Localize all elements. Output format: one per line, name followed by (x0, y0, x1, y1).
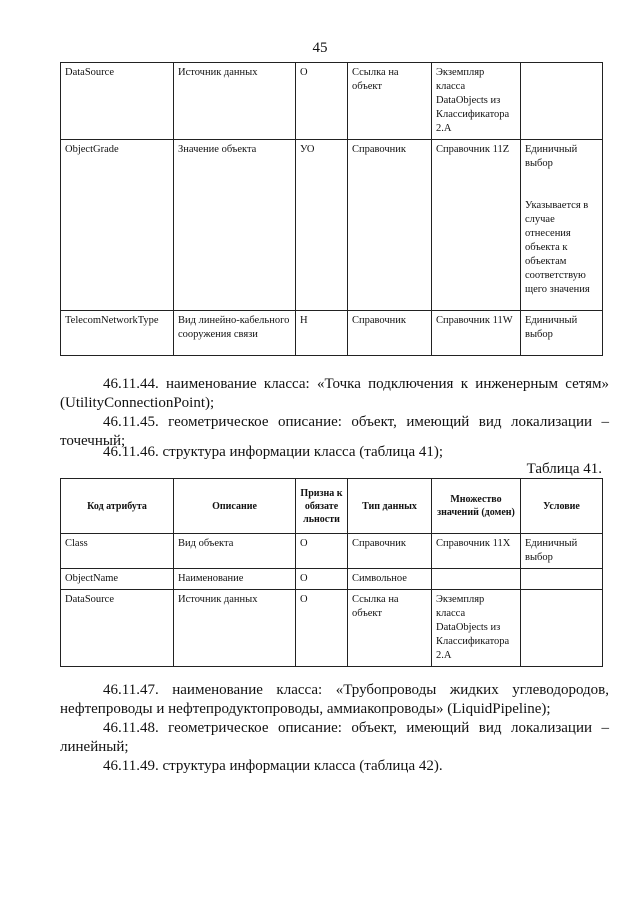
cell-data-type: Ссылка на объект (348, 590, 432, 667)
cell-data-type: Ссылка на объект (348, 63, 432, 140)
cell-obligation: О (296, 590, 348, 667)
header-condition: Условие (521, 479, 603, 534)
paragraph-46-11-49: 46.11.49. структура информации класса (таблица 42). (103, 758, 443, 774)
table-row (61, 590, 603, 667)
cell-obligation: Н (296, 311, 348, 356)
cell-description: Наименование (174, 569, 296, 590)
cell-obligation: УО (296, 140, 348, 311)
paragraph-46-11-45-cont: точечный; (60, 433, 126, 449)
table-row (61, 311, 603, 356)
cell-description: Вид линейно-кабельного сооружения связи (174, 311, 296, 356)
cell-domain (432, 569, 521, 590)
condition-text: Единичный выбор (525, 144, 578, 169)
cell-data-type: Справочник (348, 140, 432, 311)
header-data-type: Тип данных (348, 479, 432, 534)
cell-attribute-code: DataSource (61, 590, 174, 667)
cell-domain: Экземпляр класса DataObjects из Классификатора 2.А (432, 63, 521, 140)
cell-obligation: О (296, 569, 348, 590)
header-attribute-code: Код атрибута (61, 479, 174, 534)
table-41 (60, 478, 603, 667)
cell-data-type: Справочник (348, 534, 432, 569)
table-row (61, 534, 603, 569)
paragraph-46-11-44: 46.11.44. наименование класса: «Точка подключения к инженерным сетям» (103, 376, 609, 392)
header-obligation: Призна к обязате льности (296, 479, 348, 534)
cell-condition: Единичный выбор (521, 534, 603, 569)
cell-description: Значение объекта (174, 140, 296, 311)
cell-condition: Единичный выбор (521, 311, 603, 356)
table-41-caption: Таблица 41. (526, 461, 602, 477)
paragraph-46-11-48-cont: линейный; (60, 739, 129, 755)
cell-domain: Справочник 11W (432, 311, 521, 356)
cell-domain: Справочник 11Z (432, 140, 521, 311)
cell-data-type: Символьное (348, 569, 432, 590)
table-row (61, 140, 603, 311)
paragraph-46-11-44-cont: (UtilityConnectionPoint); (60, 395, 215, 411)
paragraph-46-11-47: 46.11.47. наименование класса: «Трубопроводы жидких углеводородов, (103, 682, 609, 698)
cell-attribute-code: TelecomNetworkType (61, 311, 174, 356)
cell-condition (521, 140, 603, 311)
paragraph-46-11-47-cont: нефтепроводы и нефтепродуктопроводы, аммиакопроводы» (LiquidPipeline); (60, 701, 551, 717)
cell-attribute-code: ObjectName (61, 569, 174, 590)
cell-domain: Справочник 11X (432, 534, 521, 569)
cell-condition (521, 63, 603, 140)
cell-description: Источник данных (174, 590, 296, 667)
table-row (61, 63, 603, 140)
condition-note: Указывается в случае отнесения объекта к объектам соответствую щего значения (525, 200, 590, 295)
header-description: Описание (174, 479, 296, 534)
cell-description: Источник данных (174, 63, 296, 140)
cell-obligation: О (296, 63, 348, 140)
cell-attribute-code: DataSource (61, 63, 174, 140)
cell-attribute-code: ObjectGrade (61, 140, 174, 311)
paragraph-46-11-48: 46.11.48. геометрическое описание: объект, имеющий вид локализации – (103, 720, 609, 736)
cell-condition (521, 590, 603, 667)
cell-condition (521, 569, 603, 590)
cell-domain: Экземпляр класса DataObjects из Классификатора 2.А (432, 590, 521, 667)
header-domain: Множество значений (домен) (432, 479, 521, 534)
table-row (61, 569, 603, 590)
paragraph-46-11-45: 46.11.45. геометрическое описание: объект, имеющий вид локализации – (103, 414, 609, 430)
cell-description: Вид объекта (174, 534, 296, 569)
table-header-row (61, 479, 603, 534)
attribute-table-continued (60, 62, 603, 356)
page-number: 45 (312, 40, 328, 56)
cell-attribute-code: Class (61, 534, 174, 569)
cell-data-type: Справочник (348, 311, 432, 356)
paragraph-46-11-46: 46.11.46. структура информации класса (таблица 41); (103, 444, 444, 460)
cell-obligation: О (296, 534, 348, 569)
